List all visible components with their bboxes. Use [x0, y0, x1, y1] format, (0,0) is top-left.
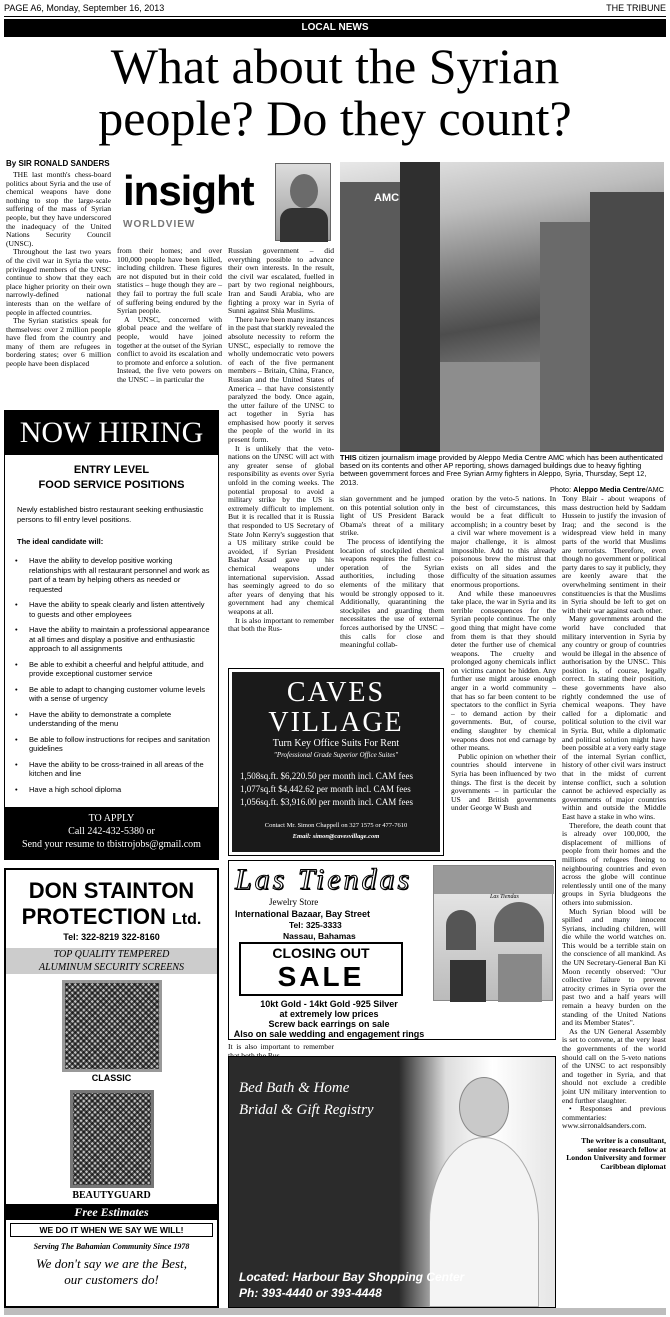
insight-wordmark: insight	[123, 167, 254, 214]
author-photo	[275, 163, 331, 241]
paragraph: The Syrian statistics speak for themselves: over 2 million people have fled from the country and many of them are refugees in bordering states; over 6 million people have been displaced	[6, 316, 111, 369]
stainton-ltd: Ltd.	[172, 911, 202, 928]
caves-quote: "Professional Grade Superior Office Suites"	[273, 751, 399, 759]
product-beautyguard: BEAUTYGUARD	[72, 1190, 151, 1201]
list-item: • Have the ability to maintain a professional appearance at all times and display a positive and enthusiastic approach to all assignments	[5, 625, 210, 654]
hiring-title-line-1: ENTRY LEVEL	[73, 464, 150, 476]
paragraph: Russian government – did everything possible to advance their own interests. In the result, the civil war escalated, fuelled in part by two regional neighbours, Iran and Saudi Arabia, who are fighting a proxy war in Syria of Sunni against Shia Muslims.	[228, 246, 334, 316]
headline-line-1: What about the Syrian	[110, 38, 560, 94]
now-hiring-ad	[4, 410, 219, 860]
caves-contact: Contact Mr. Simon Chappell on 327 1575 or 477-7610	[264, 822, 408, 829]
don-stainton-ad	[4, 868, 219, 1308]
caves-title-line-1: CAVES	[286, 677, 386, 708]
stainton-tagline	[6, 948, 217, 974]
photo-caption	[340, 454, 664, 486]
worldview-label: WORLDVIEW	[123, 219, 196, 230]
slogan-line-2: our customers do!	[64, 1272, 159, 1287]
headline	[0, 40, 670, 156]
bridal-registry-ad	[228, 1056, 556, 1308]
tiendas-line-3: Screw back earrings on sale	[268, 1019, 390, 1029]
page-info: PAGE A6, Monday, September 16, 2013	[4, 3, 165, 13]
apply-email: Send your resume to tbistrojobs@gmail.com	[22, 839, 201, 850]
paragraph: • Responses and previous commentaries: www.sirronaldsanders.com.	[562, 1104, 666, 1131]
las-tiendas-ad	[228, 860, 556, 1040]
slogan-line-1: We don't say we are the Best,	[36, 1256, 187, 1271]
storefront-photo	[433, 865, 553, 1001]
paragraph: Public opinion on whether their countries should intervene in Syria has been influenced by two things. The first is the deceit by governments – in particular the US and British governments under George W Bush and	[451, 751, 556, 813]
list-item: • Have the ability to speak clearly and listen attentively to guests and other employees	[5, 600, 210, 619]
caption-lead: THIS	[340, 453, 357, 462]
bridal-location: Located: Harbour Bay Shopping Center	[239, 1270, 465, 1284]
stainton-name	[6, 878, 217, 930]
hiring-title-line-2: FOOD SERVICE POSITIONS	[38, 479, 185, 491]
caves-title	[232, 678, 440, 738]
paragraph: Throughout the last two years of the civil war in Syria the veto-privileged members of the UNSC continue to show that they each place higher priority on their own narrowly-defined national interests than on the welfare of people in affected countries.	[6, 247, 111, 317]
author-bio: The writer is a consultant, senior research fellow at London University and former Caribbean diplomat	[566, 1135, 666, 1171]
article-column-3	[228, 247, 334, 660]
page-header	[0, 0, 670, 17]
list-item: • Have the ability to be cross-trained in all areas of the kitchen and line	[5, 760, 210, 779]
list-item: • Have a high school diploma	[5, 785, 210, 795]
stainton-line-2: PROTECTION	[21, 904, 166, 929]
byline: By SIR RONALD SANDERS	[6, 159, 110, 168]
product-classic: CLASSIC	[91, 1073, 132, 1083]
list-item: • Have the ability to develop positive working relationships with all restaurant personnel and work as part of a team by helping others as needed or requested	[5, 556, 210, 594]
article-fragment-col3: It is also important to remember	[228, 1042, 334, 1051]
bridal-phone: Ph: 393-4440 or 393-4448	[239, 1286, 382, 1300]
caves-subtitle: Turn Key Office Suits For Rent	[272, 738, 400, 749]
paragraph: Much Syrian blood will be spilled and many innocent Syrians, including children, will die while the world watches on. This would be a terrible stain on the conscience of all mankind. As the UN Secretary-General Ban Ki Moon recently observed: "Our collective failure to prevent atrocity crimes in Syria over the past two and a half years will remain a heavy burden on the standing of the United Nations and its Member States".	[562, 906, 666, 1028]
hiring-ideal: The ideal candidate will:	[17, 537, 104, 546]
stainton-promise: WE DO IT WHEN WE SAY WE WILL!	[10, 1223, 213, 1237]
paragraph: sian government and he jumped on this potential solution only in light of US President Barack Obama's threat of a military strike.	[340, 494, 444, 538]
price-line: 1,508sq.ft. $6,220.50 per month incl. CAM fees	[240, 771, 413, 781]
tiendas-store: Jewelry Store	[269, 897, 319, 907]
price-line: 1,056sq.ft. $3,916.00 per month incl. CAM fees	[240, 797, 413, 807]
paragraph: It is unlikely that the veto-nations on the UNSC will act with any greater sense of global responsibility as events over Syria unfold in the coming weeks. The potential proposal to avoid a military strike by the US is extremely difficult to implement. But it is recalled that it is Russia that responded to US Secretary of State John Kerry's suggestion that a US military strike could be avoided, if Syrian President Bashar Assad gave up his chemical weapons under international supervision. Assad has seemingly agreed to do so after years of denying that his government had any chemical weapons at all.	[228, 443, 334, 616]
stainton-slogan	[6, 1256, 217, 1296]
hiring-banner: NOW HIRING	[5, 411, 218, 455]
tiendas-details	[229, 999, 429, 1039]
apply-heading: TO APPLY	[88, 813, 135, 824]
stainton-tel: Tel: 322-8219 322-8160	[63, 932, 160, 942]
amc-logo: AMC	[374, 192, 400, 204]
caves-title-line-2: VILLAGE	[268, 707, 404, 738]
price-line: 1,077sq.ft $4,442.62 per month incl. CAM fees	[240, 784, 411, 794]
caves-panel	[232, 672, 440, 852]
tiendas-line-2: at extremely low prices	[279, 1009, 379, 1019]
stainton-line-1: DON STAINTON	[28, 878, 195, 903]
tiendas-line-4: Also on sale wedding and engagement rings	[233, 1029, 425, 1039]
headline-line-2: people? Do they count?	[98, 90, 572, 146]
section-label: LOCAL NEWS	[4, 19, 666, 37]
paragraph: oration by the veto-5 nations. In the best of circumstances, this would be a feat difficult to accomplish; in a country beset by a civil war where movement is a major challenge, it is almost impossible. Add to this already poisonous brew the mistrust that exists on all sides and the difficulty of the situation assumes enormous proportions.	[451, 494, 556, 589]
article-column-4	[340, 495, 444, 665]
tiendas-logo: Las Tiendas	[235, 863, 413, 896]
paragraph: It is also important to remember that both the Rus-	[228, 615, 334, 634]
beautyguard-screen-image	[70, 1090, 154, 1188]
caption-text: citizen journalism image provided by Aleppo Media Centre AMC which has been authenticated based on its contents and other AP reporting, shows damaged buildings due to heavy fighting between government forces and Free Syrian Army fighters in Aleppo, Syria, Thursday, Sept 12, 2013.	[340, 453, 663, 487]
paragraph: Therefore, the death count that is already over 100,000, the displacement of millions of people from their homes and the millions of refugees fleeing to neighbouring countries and even across the globe will continue relentlessly until one of the many groups in Syria bludgeons the others into submission.	[562, 820, 666, 907]
header-rule	[4, 16, 666, 17]
shop-sign: Las Tiendas	[490, 894, 519, 900]
paper-name: THE TRIBUNE	[606, 3, 666, 13]
paragraph: from their homes; and over 100,000 people have been killed, including children. These figures are not disputed but in their cold statistics – huge though they are – they fail to portray the full scale of suffering being endured by the Syrian people.	[117, 246, 222, 316]
article-column-2	[117, 247, 222, 403]
article-column-1	[6, 171, 111, 410]
tiendas-city: Nassau, Bahamas	[283, 931, 356, 941]
tiendas-tel: Tel: 325-3333	[289, 920, 342, 930]
classic-screen-image	[62, 980, 162, 1072]
article-column-5	[451, 495, 556, 855]
paragraph: Many governments around the world have concluded that military intervention in Syria by any country or group of countries would be illegal in the absence of authorisation by the UNSC. This position is, of course, legally correct. In stating their position, these governments have also rightly condemned the use of chemical weapons. They have called for a diplomatic and political solution to the civil war in Syria. But, while a diplomatic and political solution might have been possible at a very early stage of the internal Syrian conflict, history of other civil wars instruct that in the midst of current intense conflict, such a solution cannot be achieved especially as governments of major countries within and outside the Middle East have a stake in who wins.	[562, 614, 666, 821]
tagline-line-2: ALUMINUM SECURITY SCREENS	[39, 962, 184, 973]
list-item: • Have the ability to demonstrate a complete understanding of the menu	[5, 710, 210, 729]
aleppo-photo	[340, 162, 664, 452]
caves-prices	[240, 770, 440, 814]
paragraph: Tony Blair - about weapons of mass destruction held by Saddam Hussein to justify the invasion of Iraq; and the second is the widespread view held in many parts of the world that Muslims are terrorists. Therefore, even though no government or political party dares to say it publicly, they are keenly aware that the overwhelming sentiment in their constituencies is that the Muslims in Syria should be left to get on with their war against each other.	[562, 494, 666, 615]
closing-out: CLOSING OUT	[272, 945, 370, 961]
requirements-list	[5, 556, 210, 806]
paragraph: A UNSC, concerned with global peace and the welfare of people, would have joined together at the outset of the Syrian conflict to avoid its escalation and to promote and enforce a solution. Instead, the five veto powers on the UNSC – in particular the	[117, 314, 222, 384]
bridal-heading	[239, 1077, 439, 1125]
paragraph: THE last month's chess-board politics about Syria and the use of chemical weapons have done nothing to stop the large-scale suffering of the mass of Syrian people, but they have underscored the inadequacy of the United Nations Security Council (UNSC).	[6, 170, 111, 248]
credit-name: Aleppo Media Centre	[573, 485, 646, 494]
tiendas-address: International Bazaar, Bay Street	[235, 909, 371, 919]
tiendas-line-1: 10kt Gold - 14kt Gold -925 Silver	[260, 999, 398, 1009]
free-estimates: Free Estimates	[6, 1204, 217, 1220]
bridal-line-2: Bridal & Gift Registry	[239, 1102, 374, 1118]
bridal-contact	[239, 1269, 469, 1305]
footer-bar	[4, 1308, 666, 1315]
list-item: • Be able to adapt to changing customer volume levels with a sense of urgency	[5, 685, 210, 704]
article-column-6	[562, 495, 666, 1265]
paragraph: The process of identifying the location of stockpiled chemical weapons requires the fullest co-operation of the Syrian authorities, including those elements of the military that would be strongly opposed to it. Additionally, quarantining the stockpiles and guarding them necessitates the use of external forces authorised by the UNSC – this calls for close and meaningful collab-	[340, 536, 444, 650]
credit-suffix: /AMC	[645, 485, 664, 494]
apply-box	[5, 807, 218, 859]
paragraph: There have been many instances in the past that starkly revealed the absolute necessity to reform the UNSC, especially to remove the wholly undemocratic veto powers of each of the five permanent members – Britain, China, France, Russian and the United States of America – that have consistently paralyzed the body. Once again, the utter failure of the UNSC to act together in Syria has emphasised how poorly it serves the people of the world in its present form.	[228, 314, 334, 445]
credit-label: Photo:	[550, 485, 572, 494]
insight-column-logo	[117, 163, 332, 243]
stainton-serving: Serving The Bahamian Community Since 1978	[33, 1242, 190, 1251]
sale-box	[239, 942, 403, 996]
hiring-title	[5, 463, 218, 497]
tagline-line-1: TOP QUALITY TEMPERED	[53, 949, 170, 960]
caves-village-ad	[228, 668, 444, 856]
sale-word: SALE	[277, 961, 365, 992]
apply-call: Call 242-432-5380 or	[68, 826, 155, 837]
caves-email: Email: simon@cavesvillage.com	[292, 833, 380, 840]
bridal-line-1: Bed Bath & Home	[239, 1080, 350, 1096]
list-item: • Be able to follow instructions for recipes and sanitation guidelines	[5, 735, 210, 754]
paragraph: As the UN General Assembly is set to convene, at the very least the governments of the world should call on the 5-veto nations of the UNSC to act responsibly and together in Syria, and that should not exclude a credible joint UN military intervention to end further slaughter.	[562, 1026, 666, 1105]
list-item: • Be able to exhibit a cheerful and helpful attitude, and provide exceptional customer service	[5, 660, 210, 679]
paragraph: And while these manoeuvres take place, the war in Syria and its terrible consequences for the Syrian people continue. The only good thing that might have come from them is that they should deter the further use of chemical weapons. The cruelty and prolonged agony chemicals inflict on victims cannot be hidden. Any further use might arouse enough anger in a world community – that has so far been content to be spectators to the conflict in Syria – to demand action by their governments. But, of course, ending slaughter by chemical weapons does not end carnage by other means.	[451, 588, 556, 753]
hiring-intro: Newly established bistro restaurant seeking enthusiastic persons to fill entry level positions.	[17, 505, 204, 524]
